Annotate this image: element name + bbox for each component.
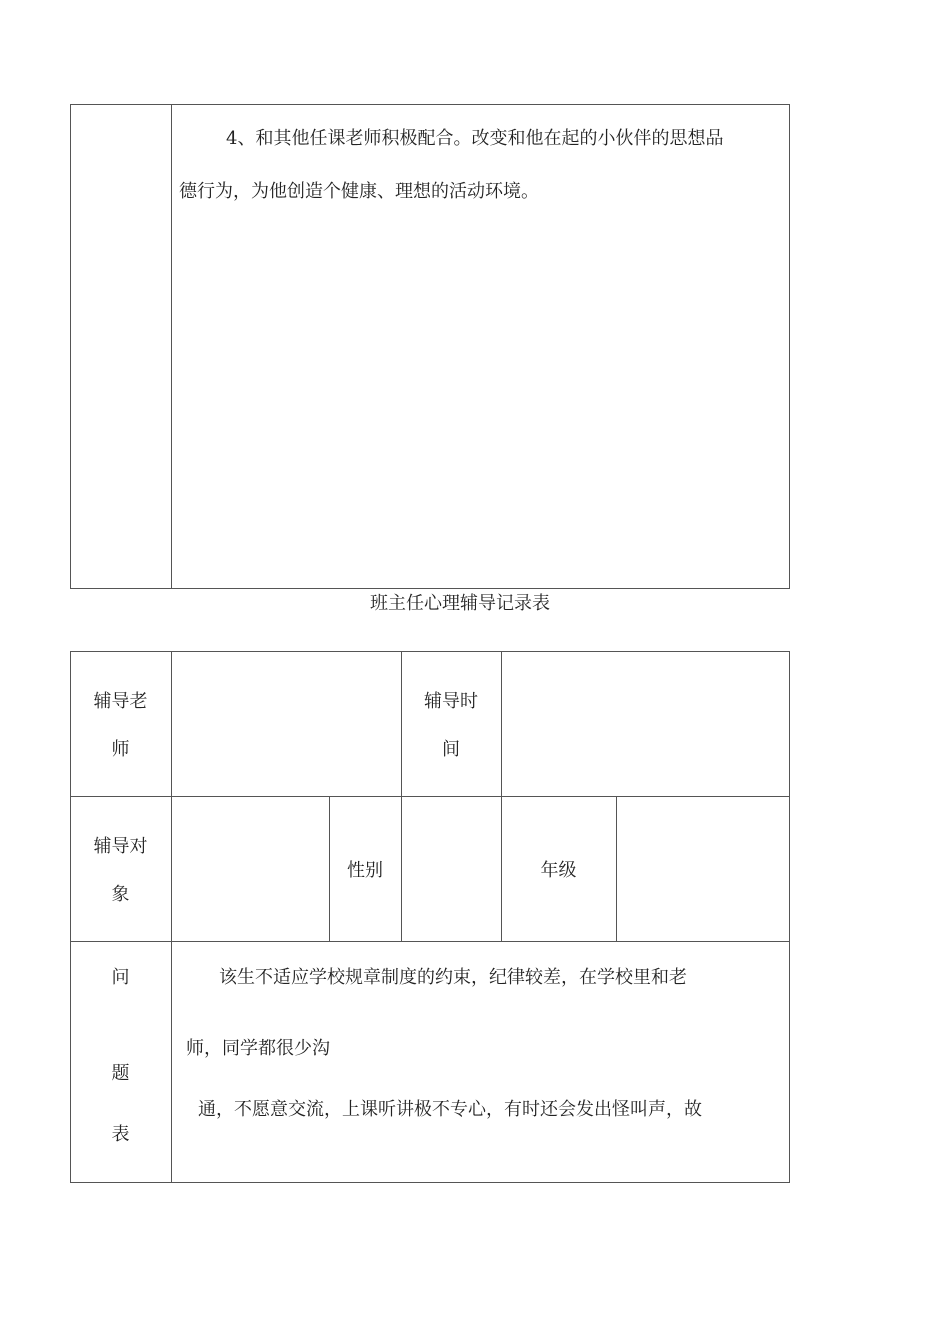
record-table-col-divider-label xyxy=(171,651,172,1183)
record-table-border-top xyxy=(70,651,790,652)
record-table-col-divider-right xyxy=(501,651,502,942)
record-table xyxy=(0,640,950,1200)
time-label-line1: 辅导时 xyxy=(424,691,478,712)
time-label-line2: 间 xyxy=(442,739,460,760)
teacher-label-line2: 师 xyxy=(111,739,130,760)
top-table-border-right xyxy=(789,104,790,589)
record-table-border-right xyxy=(789,651,790,1183)
grade-label: 年级 xyxy=(540,860,577,881)
top-table-border-bottom xyxy=(70,588,790,589)
top-table-divider xyxy=(171,104,172,589)
gender-label: 性别 xyxy=(347,860,383,881)
top-table-text-line1: 4、和其他任课老师积极配合。改变和他在起的小伙伴的思想品 xyxy=(226,128,724,149)
problem-label-line3: 表 xyxy=(111,1124,130,1145)
problem-text-line1: 该生不适应学校规章制度的约束，纪律较差，在学校里和老 xyxy=(219,967,687,988)
record-table-row-divider-1 xyxy=(70,796,790,797)
top-table-border-top xyxy=(70,104,790,105)
problem-text-line3: 通，不愿意交流，上课听讲极不专心，有时还会发出怪叫声，故 xyxy=(198,1099,702,1120)
problem-text-line2: 师，同学都很少沟 xyxy=(186,1038,330,1059)
record-table-col-divider-grade xyxy=(616,796,617,942)
teacher-label-line1: 辅导老 xyxy=(93,691,148,712)
target-label-line1: 辅导对 xyxy=(93,836,148,857)
top-table xyxy=(0,0,950,600)
page-title: 班主任心理辅导记录表 xyxy=(370,593,550,614)
problem-label-line2: 题 xyxy=(111,1063,130,1084)
record-table-border-bottom xyxy=(70,1182,790,1183)
record-table-row-divider-2 xyxy=(70,941,790,942)
record-table-border-left xyxy=(70,651,71,1183)
problem-label-line1: 问 xyxy=(111,967,130,988)
top-table-border-left xyxy=(70,104,71,589)
target-label-line2: 象 xyxy=(111,884,130,905)
top-table-text-line2: 德行为，为他创造个健康、理想的活动环境。 xyxy=(179,181,539,202)
